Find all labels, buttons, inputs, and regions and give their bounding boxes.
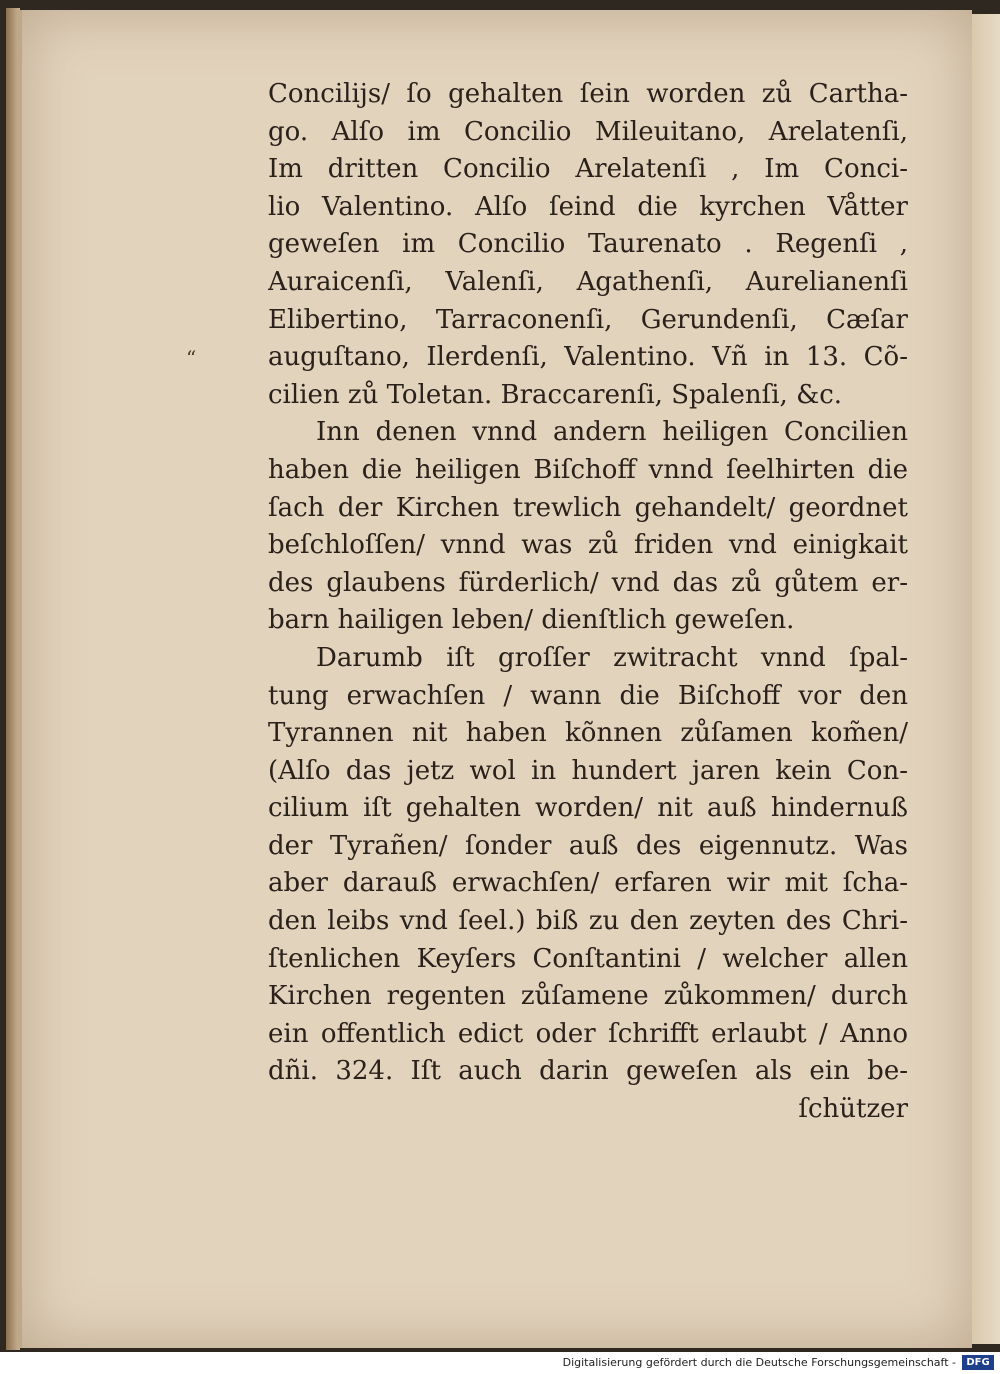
text-line: beſchloſſen/ vnnd was zů friden vnd einigkait <box>268 530 908 561</box>
body-text <box>268 76 908 1129</box>
text-line: Concilijs/ ſo gehalten ſein worden zů Cartha- <box>268 79 908 109</box>
text-line: barn hailigen leben/ dienſtlich geweſen. <box>268 605 795 636</box>
text-line: tung erwachſen / wann die Biſchoff vor den <box>268 680 908 711</box>
text-line: der Tyrañen/ ſonder auß des eigennutz. Was <box>268 830 908 861</box>
paragraph-start-line: Darumb iſt groſſer zwitracht vnnd ſpal- <box>316 642 908 673</box>
text-line: cilien zů Toletan. Braccarenſi, Spalenſi, &c. <box>268 379 843 410</box>
text-line: geweſen im Concilio Taurenato . Regenſi , <box>268 229 908 260</box>
text-line: Auraicenſi, Valenſi, Agathenſi, Aurelianenſi <box>268 266 908 297</box>
text-line: des glaubens fürderlich/ vnd das zů gůtem er- <box>268 567 908 598</box>
dfg-logo: DFG <box>962 1355 994 1370</box>
text-line: cilium iſt gehalten worden/ nit auß hindernuß <box>268 793 908 824</box>
adjacent-page-edge <box>968 14 1000 1344</box>
text-line: Kirchen regenten zůſamene zůkommen/ durch <box>268 981 908 1012</box>
text-line: ſach der Kirchen trewlich gehandelt/ geordnet <box>268 492 908 523</box>
text-line: Elibertino, Tarraconenſi, Gerundenſi, Cæſar <box>268 304 908 335</box>
text-line: go. Alſo im Concilio Mileuitano, Arelatenſi, <box>268 116 908 147</box>
text-line: lio Valentino. Alſo ſeind die kyrchen Våtter <box>268 191 908 222</box>
text-line: (Alſo das jetz wol in hundert jaren kein Con- <box>268 755 908 786</box>
margin-mark: “ <box>186 346 197 370</box>
text-line: Im dritten Concilio Arelatenſi , Im Conci- <box>268 154 908 185</box>
text-line: auguſtano, Ilerdenſi, Valentino. Vñ in 13. Cõ- <box>268 342 908 373</box>
text-line: ein offentlich edict oder ſchrifft erlaubt / Anno <box>268 1018 908 1049</box>
text-line: ſtenlichen Keyſers Conſtantini / welcher allen <box>268 943 908 974</box>
text-line: aber darauß erwachſen/ erfaren wir mit ſcha- <box>268 868 908 899</box>
digitization-footer <box>0 1352 1000 1374</box>
text-line: Tyrannen nit haben kõnnen zůſamen kom̃en/ <box>268 718 908 749</box>
funding-credit: Digitalisierung gefördert durch die Deutsche Forschungsgemeinschaft - <box>562 1356 956 1369</box>
catchword: ſchützer <box>798 1094 908 1125</box>
paragraph-start-line: Inn denen vnnd andern heiligen Concilien <box>316 417 908 448</box>
text-line: haben die heiligen Biſchoff vnnd ſeelhirten die <box>268 454 908 485</box>
text-line: dñi. 324. Iſt auch darin geweſen als ein be- <box>268 1056 908 1087</box>
text-line: den leibs vnd ſeel.) biß zu den zeyten des Chri- <box>268 906 908 937</box>
